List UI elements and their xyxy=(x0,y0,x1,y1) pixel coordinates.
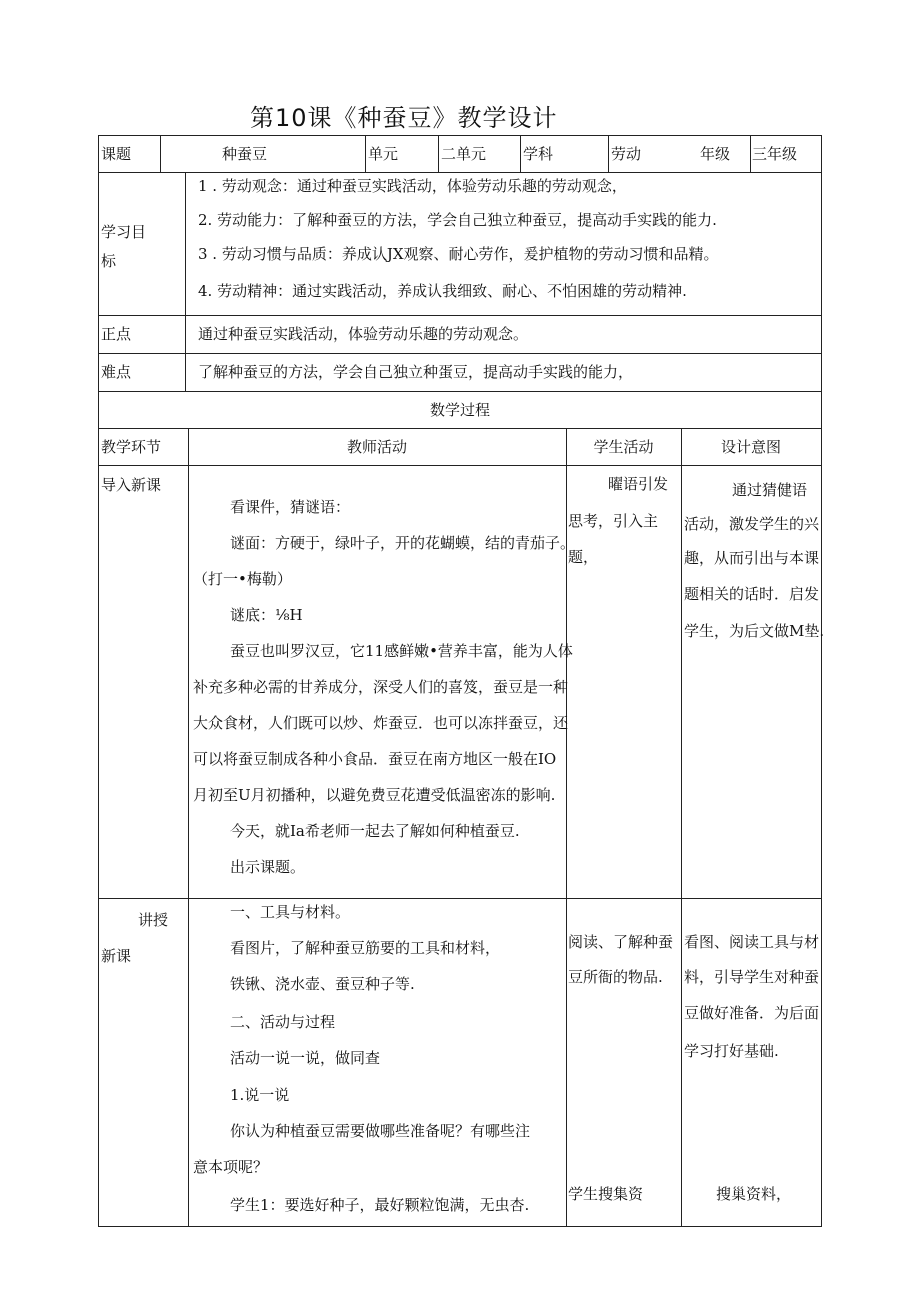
key-point-text: 通过种蚕豆实践活动，体验劳动乐趣的劳动观念。 xyxy=(198,325,529,343)
intent-line: 活动，激发学生的兴 xyxy=(684,515,820,533)
key-point-label: 正点 xyxy=(101,325,132,343)
teacher-line: 出示课题。 xyxy=(230,858,306,876)
teacher-line: 看图片，了解种蚕豆筋要的工具和材料， xyxy=(230,939,501,957)
objective-item: 3 . 劳动习惯与品质：养成认JX观察、耐心劳作，爰护植物的劳动习惯和品精。 xyxy=(198,245,719,263)
column-header-student: 学生活动 xyxy=(593,438,654,456)
teacher-line: 谜面：方硬于，绿叶子，开的花蝴蟆，结的青茄子。 xyxy=(230,534,576,552)
stage-lecture: 讲授 xyxy=(138,911,169,929)
teacher-line: 谜底：⅛H xyxy=(230,606,303,624)
teacher-line: 铁锹、浇水壶、蚕豆种子等. xyxy=(230,975,415,993)
column-header-intent: 设计意图 xyxy=(720,438,781,456)
student-line: 曜语引发 xyxy=(608,475,669,493)
objective-item: 2. 劳动能力：了解种蚕豆的方法，学会自己独立种蚕豆，提高动手实践的能力. xyxy=(198,211,717,229)
intent-line: 搜巢资料， xyxy=(716,1185,792,1203)
grade-label: 年级 xyxy=(700,145,731,163)
objectives-label-cont: 标 xyxy=(101,252,117,270)
teacher-line: 大众食材，人们既可以炒、炸蚕豆．也可以冻拌蚕豆，还 xyxy=(193,714,569,732)
teacher-line: 今天，就Ia希老师一起去了解如何种植蚕豆. xyxy=(230,822,520,840)
teacher-line: 你认为种植蚕豆需要做哪些准备呢？有哪些注 xyxy=(230,1122,531,1140)
student-line: 豆所衙的物品. xyxy=(568,968,663,986)
intent-line: 通过猜健语 xyxy=(732,481,808,499)
teacher-line: 学生1：要选好种子，最好颗粒饱满，无虫杏. xyxy=(230,1196,530,1214)
intent-line: 看图、阅读工具与材 xyxy=(684,933,820,951)
teacher-line: 月初至U月初播种，以避免费豆花遭受低温密冻的影响. xyxy=(193,786,556,804)
unit-label: 单元 xyxy=(368,145,399,163)
teacher-line: 1.说一说 xyxy=(230,1086,290,1104)
column-header-teacher: 教师活动 xyxy=(346,438,407,456)
difficulty-text: 了解种蚕豆的方法，学会自己独立种蛋豆，提高动手实践的能力， xyxy=(198,363,634,381)
discipline-value: 劳动 xyxy=(611,145,642,163)
teacher-line: 补充多种必需的甘养成分，深受人们的喜笈，蚕豆是一种 xyxy=(193,678,569,696)
intent-line: 豆做好准备．为后面 xyxy=(684,1004,820,1022)
student-line: 题， xyxy=(568,548,599,566)
student-line: 思考，引入主 xyxy=(568,512,659,530)
teacher-line: 活动一说一说，做同查 xyxy=(230,1049,381,1067)
column-header-stage: 教学环节 xyxy=(101,438,162,456)
teacher-line: 可以将蚕豆制成各种小食品．蚕豆在南方地区一般在IO xyxy=(193,750,557,768)
grade-value: 三年级 xyxy=(752,145,798,163)
teacher-line: 蚕豆也叫罗汉豆，它11感鲜嫩•营养丰富，能为人体 xyxy=(230,642,573,660)
teacher-line: 二、活动与过程 xyxy=(230,1013,336,1031)
intent-line: 料，引导学生对种蚕 xyxy=(684,968,820,986)
subject-value: 种蚕豆 xyxy=(222,145,268,163)
intent-line: 题相关的话时．启发 xyxy=(684,585,820,603)
stage-lecture-cont: 新课 xyxy=(101,947,132,965)
teacher-line: 看课件，猜谜语： xyxy=(230,498,351,516)
objective-item: 1 . 劳动观念：通过种蚕豆实践活动，体验劳动乐趣的劳动观念， xyxy=(198,177,627,195)
intent-line: 学习打好基础. xyxy=(684,1042,779,1060)
student-line: 学生搜集资 xyxy=(568,1185,644,1203)
subject-label: 课题 xyxy=(101,145,132,163)
teacher-line: 意本项呢？ xyxy=(193,1158,269,1176)
teacher-line: 一、工具与材料。 xyxy=(230,903,351,921)
stage-intro: 导入新课 xyxy=(101,476,162,494)
discipline-label: 学科 xyxy=(523,145,554,163)
page-title: 第10课《种蚕豆》教学设计 xyxy=(250,104,558,132)
teacher-line: （打一•梅勒） xyxy=(193,570,292,588)
objective-item: 4. 劳动精神：通过实践活动，养成认我细致、耐心、不怕困雄的劳动精神. xyxy=(198,282,687,300)
process-title: 数学过程 xyxy=(429,401,490,419)
difficulty-label: 难点 xyxy=(101,363,132,381)
student-line: 阅读、了解种蚕 xyxy=(568,933,674,951)
intent-line: 学生，为后文做M垫. xyxy=(684,622,825,640)
objectives-label: 学习目 xyxy=(101,223,147,241)
unit-value: 二单元 xyxy=(441,145,487,163)
intent-line: 趣，从而引出与本课 xyxy=(684,549,820,567)
